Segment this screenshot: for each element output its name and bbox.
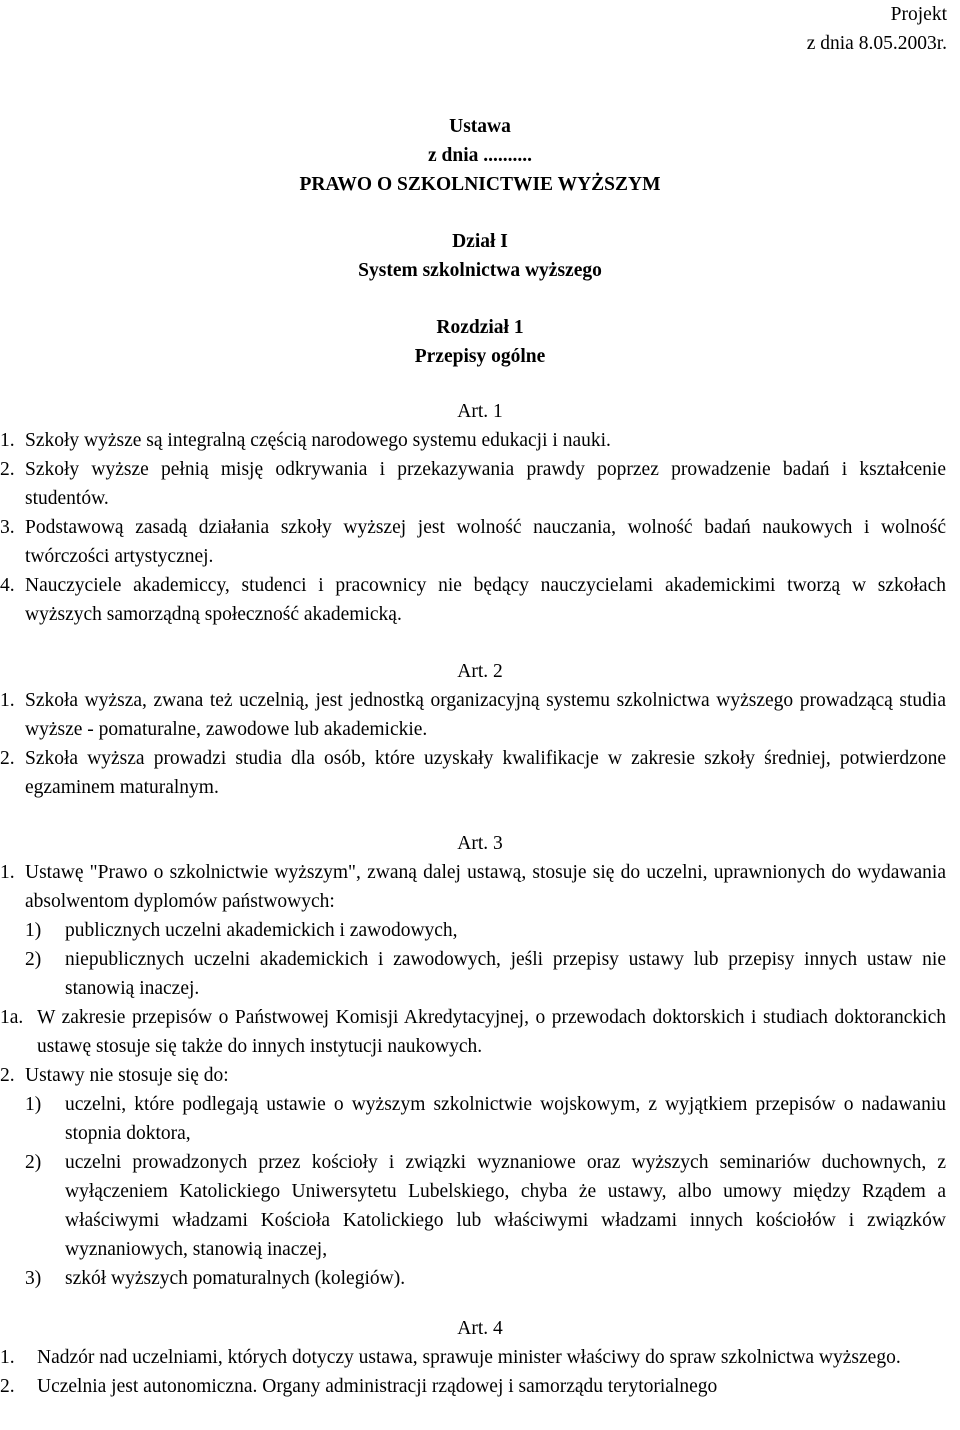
- art1-paragraph-4: [0, 571, 946, 629]
- art2-paragraph-2: [0, 744, 946, 802]
- art4-p2-number: 2.: [0, 1376, 15, 1397]
- art3-paragraph-1a: [0, 1003, 946, 1061]
- art2-p1-text: Szkoła wyższa, zwana też uczelnią, jest jednostką organizacyjną systemu szkolnictwa wyższego prowadzącą studia wyższe - pomaturalne, zawodowe lub akademickie.: [25, 690, 946, 740]
- art2-body: [0, 686, 946, 802]
- art3-p1-text: Ustawę "Prawo o szkolnictwie wyższym", zwaną dalej ustawą, stosuje się do uczelni, uprawnionych do wydawania absolwentom dyplomów państwowych:: [25, 862, 946, 912]
- art3-label: Art. 3: [457, 833, 503, 854]
- art3-p1-i1-text: publicznych uczelni akademickich i zawodowych,: [65, 920, 458, 941]
- chapter-label: Rozdział 1: [436, 317, 524, 338]
- art1-label: Art. 1: [457, 401, 503, 422]
- project-header: [807, 0, 947, 58]
- art3-p1a-number: 1a.: [0, 1007, 24, 1028]
- art4-p2-text: Uczelnia jest autonomiczna. Organy administracji rządowej i samorządu terytorialnego: [37, 1376, 718, 1397]
- act-title: [0, 112, 960, 199]
- art4-p1-text: Nadzór nad uczelniami, których dotyczy ustawa, sprawuje minister właściwy do spraw szkolnictwa wyższego.: [37, 1347, 901, 1368]
- art3-paragraph-2: [0, 1061, 946, 1090]
- act-label: Ustawa: [449, 116, 511, 137]
- art1-paragraph-1: [0, 426, 946, 455]
- art3-p1a-text: W zakresie przepisów o Państwowej Komisji Akredytacyjnej, o przewodach doktorskich i studiach doktoranckich ustawę stosuje się także do innych instytucji naukowych.: [37, 1007, 946, 1057]
- art1-paragraph-2: [0, 455, 946, 513]
- art4-p1-number: 1.: [0, 1347, 15, 1368]
- art2-p2-number: 2.: [0, 748, 15, 769]
- art2-p1-number: 1.: [0, 690, 15, 711]
- art3-p2-item-2: [0, 1148, 946, 1264]
- division-heading: [0, 227, 960, 285]
- art2-p2-text: Szkoła wyższa prowadzi studia dla osób, które uzyskały kwalifikacje w zakresie szkoły średniej, potwierdzone egzaminem maturalnym.: [25, 748, 946, 798]
- art3-p2-i3-number: 3): [25, 1268, 42, 1289]
- art1-body: [0, 426, 946, 629]
- art1-paragraph-3: [0, 513, 946, 571]
- chapter-name: Przepisy ogólne: [414, 346, 546, 367]
- art3-p2-i3-text: szkół wyższych pomaturalnych (kolegiów).: [65, 1268, 406, 1289]
- art3-paragraph-1: [0, 858, 946, 916]
- art3-p2-i1-text: uczelni, które podlegają ustawie o wyższym szkolnictwie wojskowym, z wyjątkiem przepisów o nadawaniu stopnia doktora,: [65, 1094, 946, 1144]
- act-name: PRAWO O SZKOLNICTWIE WYŻSZYM: [299, 174, 661, 195]
- art1-p3-number: 3.: [0, 517, 15, 538]
- art4-paragraph-1: [0, 1343, 946, 1372]
- division-name: System szkolnictwa wyższego: [358, 260, 602, 281]
- art1-p2-number: 2.: [0, 459, 15, 480]
- art1-p1-text: Szkoły wyższe są integralną częścią narodowego systemu edukacji i nauki.: [25, 430, 611, 451]
- art1-p1-number: 1.: [0, 430, 15, 451]
- art3-p1-i2-text: niepublicznych uczelni akademickich i zawodowych, jeśli przepisy ustawy lub przepisy innych ustaw nie stanowią inaczej.: [65, 949, 946, 999]
- art3-p2-i1-number: 1): [25, 1094, 42, 1115]
- art3-p2-i2-number: 2): [25, 1152, 42, 1173]
- art2-label: Art. 2: [457, 661, 503, 682]
- chapter-heading: [0, 313, 960, 371]
- art3-p1-i1-number: 1): [25, 920, 42, 941]
- art4-label: Art. 4: [457, 1318, 503, 1339]
- art3-p1-number: 1.: [0, 862, 15, 883]
- art3-p2-i2-text: uczelni prowadzonych przez kościoły i związki wyznaniowe oraz wyższych seminariów duchownych, z wyłączeniem Katolickiego Uniwersytetu Lubelskiego, chyba że ustawy, albo umowy między Rządem a właściwymi władzami Kościoła Katolickiego lub właściwymi władzami innych kościołów i związków wyznaniowych, stanowią inaczej,: [65, 1152, 946, 1260]
- art1-p2-text: Szkoły wyższe pełnią misję odkrywania i przekazywania prawdy poprzez prowadzenie badań i kształcenie studentów.: [25, 459, 946, 509]
- project-date: z dnia 8.05.2003r.: [806, 33, 947, 54]
- art3-p1-i2-number: 2): [25, 949, 42, 970]
- art3-p1-item-1: [0, 916, 946, 945]
- art3-p2-item-3: [0, 1264, 946, 1293]
- art4-paragraph-2: [0, 1372, 946, 1401]
- art2-paragraph-1: [0, 686, 946, 744]
- art3-body: [0, 858, 946, 1293]
- art3-p1-item-2: [0, 945, 946, 1003]
- art3-p2-text: Ustawy nie stosuje się do:: [25, 1065, 229, 1086]
- art3-p2-number: 2.: [0, 1065, 15, 1086]
- act-date: z dnia ..........: [427, 145, 532, 166]
- project-label: Projekt: [890, 4, 947, 25]
- art4-body: [0, 1343, 946, 1401]
- art1-p4-number: 4.: [0, 575, 15, 596]
- art1-p4-text: Nauczyciele akademiccy, studenci i pracownicy nie będący nauczycielami akademickimi tworzą w szkołach wyższych samorządną społeczność akademicką.: [25, 575, 946, 625]
- art3-p2-item-1: [0, 1090, 946, 1148]
- art1-p3-text: Podstawową zasadą działania szkoły wyższej jest wolność nauczania, wolność badań naukowych i wolność twórczości artystycznej.: [25, 517, 946, 567]
- division-label: Dział I: [452, 231, 508, 252]
